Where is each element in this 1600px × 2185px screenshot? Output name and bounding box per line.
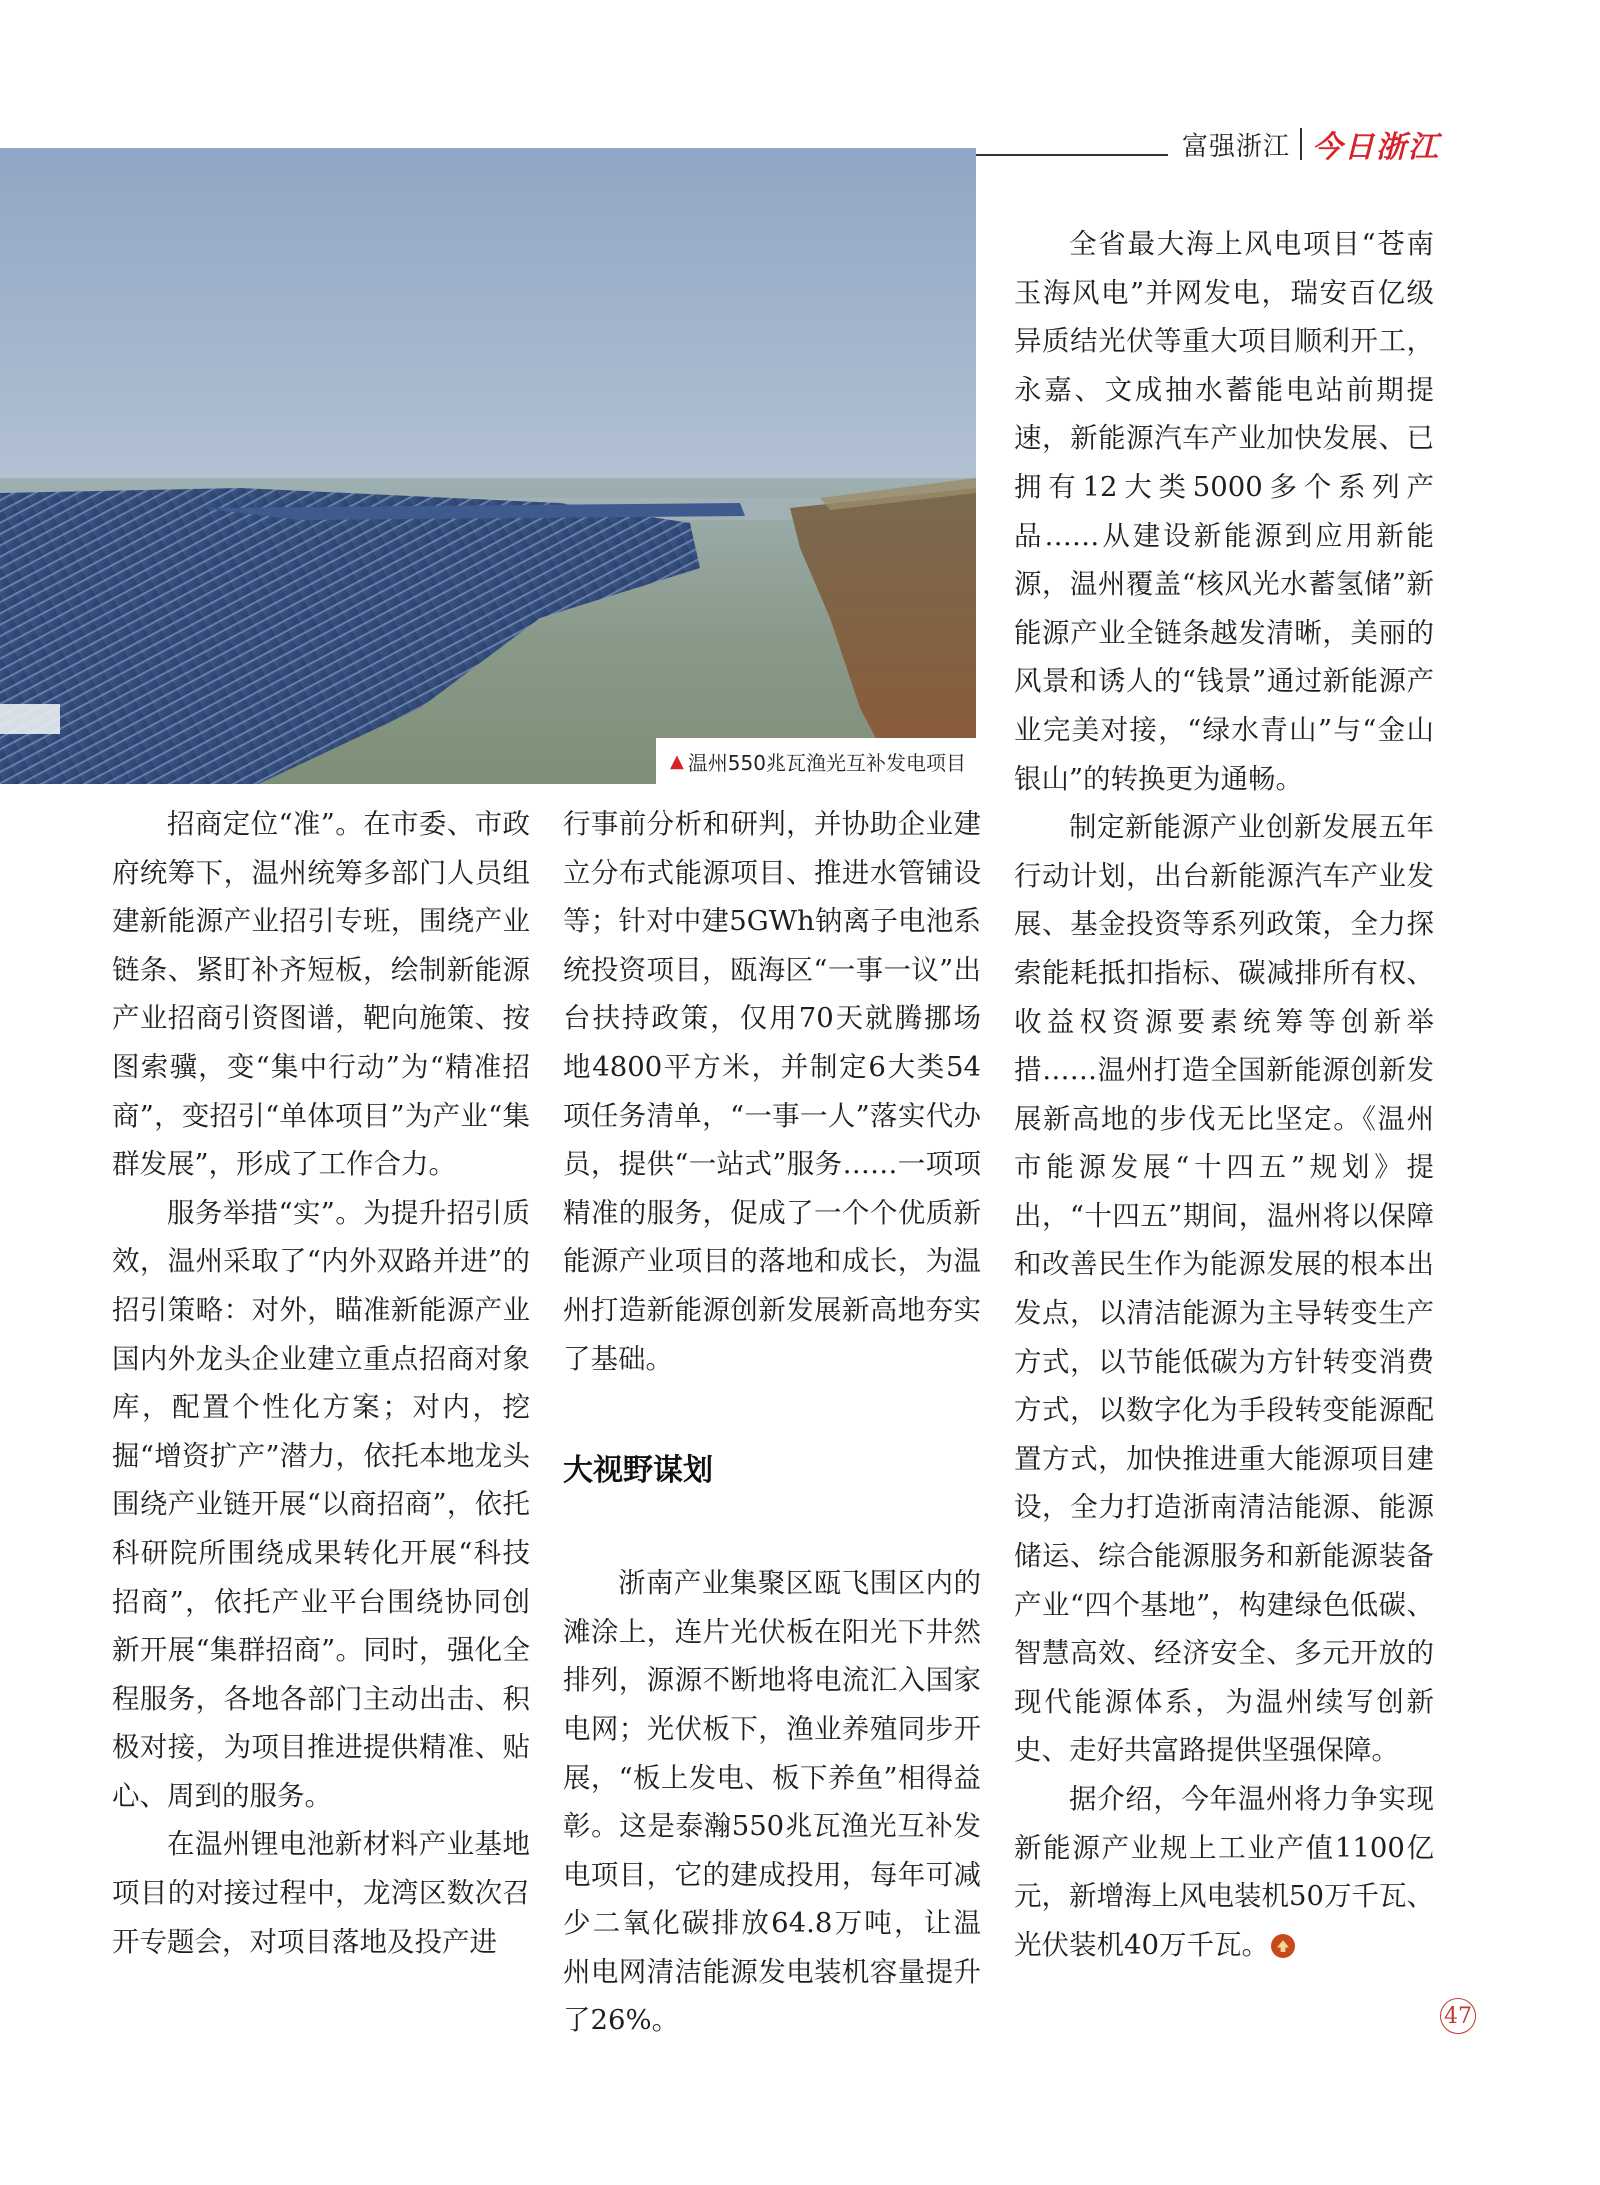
- solar-farm-illustration: [0, 148, 976, 784]
- paragraph: [1014, 1775, 1434, 1969]
- paragraph: 在温州锂电池新材料产业基地项目的对接过程中，龙湾区数次召开专题会，对项目落地及投产进: [112, 1828, 530, 1958]
- article-column-1: [112, 800, 530, 1966]
- article-end-icon: [1271, 1934, 1295, 1958]
- paragraph: 招商定位“准”。在市委、市政府统筹下，温州统筹多部门人员组建新能源产业招引专班，围绕产业链条、紧盯补齐短板，绘制新能源产业招商引资图谱，靶向施策、按图索骥，变“集中行动”为“精准招商”，变招引“单体项目”为产业“集群发展”，形成了工作合力。: [112, 808, 530, 1181]
- header-separator: [1300, 128, 1302, 160]
- header-section-title: 富强浙江: [1181, 131, 1290, 162]
- paragraph-text: 据介绍，今年温州将力争实现新能源产业规上工业产值1100亿元，新增海上风电装机50万千瓦、光伏装机40万千瓦。: [1014, 1783, 1434, 1961]
- solar-farm-photo: [0, 148, 976, 784]
- paragraph: 浙南产业集聚区瓯飞围区内的滩涂上，连片光伏板在阳光下井然排列，源源不断地将电流汇入国家电网；光伏板下，渔业养殖同步开展，“板上发电、板下养鱼”相得益彰。这是泰瀚550兆瓦渔光互补发电项目，它的建成投用，每年可减少二氧化碳排放64.8万吨，让温州电网清洁能源发电装机容量提升了26%。: [563, 1567, 981, 2037]
- page-header: [948, 126, 1440, 165]
- page-number: 47: [1440, 1998, 1476, 2034]
- article-column-3: [1014, 220, 1434, 1969]
- section-heading: 大视野谋划: [563, 1453, 713, 1489]
- article-column-2: [563, 800, 981, 2045]
- paragraph: 行事前分析和研判，并协助企业建立分布式能源项目、推进水管铺设等；针对中建5GWh钠离子电池系统投资项目，瓯海区“一事一议”出台扶持政策，仅用70天就腾挪场地4800平方米，并制定6大类54项任务清单，“一事一人”落实代办员，提供“一站式”服务……一项项精准的服务，促成了一个个优质新能源产业项目的落地和成长，为温州打造新能源创新发展新高地夯实了基础。: [563, 808, 981, 1375]
- header-rule: [948, 154, 1168, 156]
- paragraph: 全省最大海上风电项目“苍南玉海风电”并网发电，瑞安百亿级异质结光伏等重大项目顺利开工，永嘉、文成抽水蓄能电站前期提速，新能源汽车产业加快发展、已拥有12大类5000多个系列产品……从建设新能源到应用新能源，温州覆盖“核风光水蓄氢储”新能源产业全链条越发清晰，美丽的风景和诱人的“钱景”通过新能源产业完美对接，“绿水青山”与“金山银山”的转换更为通畅。: [1014, 228, 1434, 795]
- photo-caption: [656, 738, 976, 784]
- caption-triangle-icon: ▲: [669, 750, 684, 772]
- magazine-logo: 今日浙江: [1312, 130, 1440, 165]
- paragraph: 制定新能源产业创新发展五年行动计划，出台新能源汽车产业发展、基金投资等系列政策，全力探索能耗抵扣指标、碳减排所有权、收益权资源要素统筹等创新举措……温州打造全国新能源创新发展新高地的步伐无比坚定。《温州市能源发展“十四五”规划》提出，“十四五”期间，温州将以保障和改善民生作为能源发展的根本出发点，以清洁能源为主导转变生产方式，以节能低碳为方针转变消费方式，以数字化为手段转变能源配置方式，加快推进重大能源项目建设，全力打造浙南清洁能源、能源储运、综合能源服务和新能源装备产业“四个基地”，构建绿色低碳、智慧高效、经济安全、多元开放的现代能源体系，为温州续写创新史、走好共富路提供坚强保障。: [1014, 811, 1434, 1767]
- caption-text: 温州550兆瓦渔光互补发电项目: [687, 750, 966, 775]
- spacer: [563, 1383, 981, 1447]
- spacer: [563, 1495, 981, 1559]
- paragraph: 服务举措“实”。为提升招引质效，温州采取了“内外双路并进”的招引策略：对外，瞄准新能源产业国内外龙头企业建立重点招商对象库，配置个性化方案；对内，挖掘“增资扩产”潜力，依托本地龙头围绕产业链开展“以商招商”，依托科研院所围绕成果转化开展“科技招商”，依托产业平台围绕协同创新开展“集群招商”。同时，强化全程服务，各地各部门主动出击、积极对接，为项目推进提供精准、贴心、周到的服务。: [112, 1196, 530, 1812]
